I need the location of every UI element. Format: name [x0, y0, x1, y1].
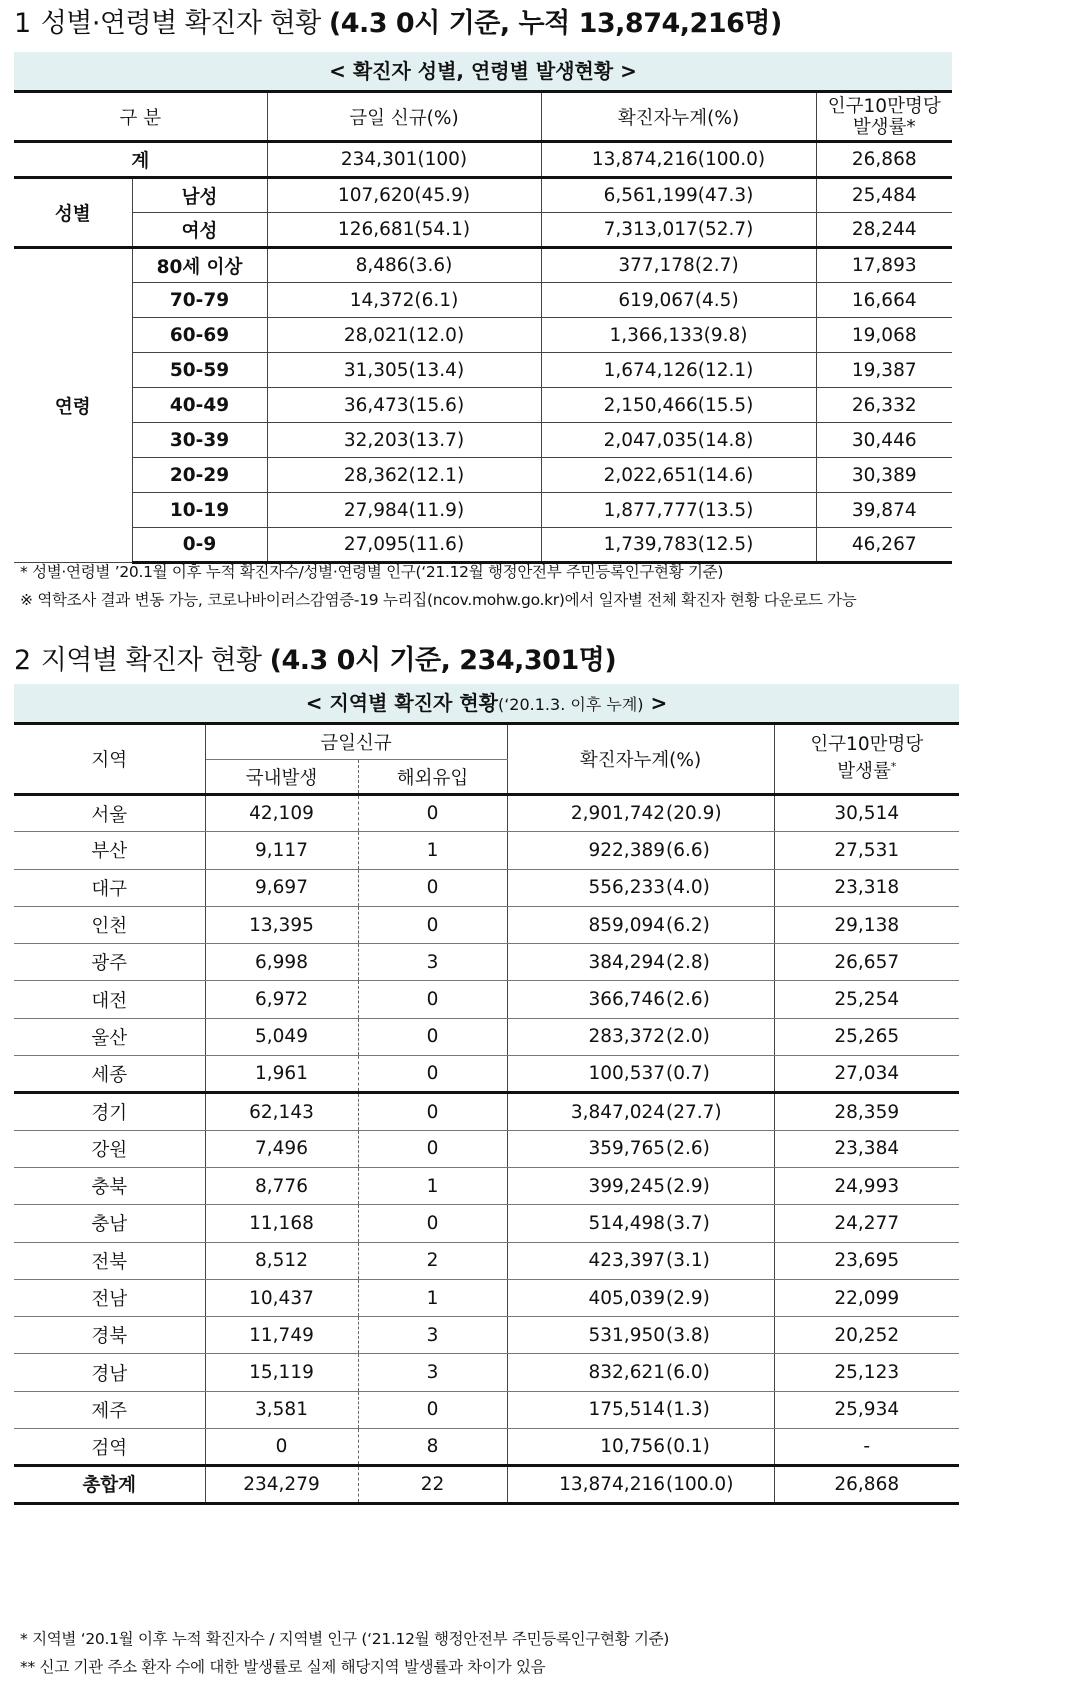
cell-rate: 30,514 [774, 795, 959, 832]
cell-rate: 23,318 [774, 869, 959, 906]
cell-domestic: 3,581 [205, 1391, 358, 1428]
table-row [14, 248, 952, 283]
cell-new: 14,372(6.1) [267, 283, 541, 318]
header-cumulative: 확진자누계(%) [507, 724, 774, 795]
table-row [14, 1093, 959, 1130]
section2-title [14, 643, 616, 679]
total-new: 234,301(100) [267, 142, 541, 178]
cell-cumulative: 399,245 [507, 1167, 665, 1204]
cell-cumulative: 1,674,126(12.1) [541, 353, 816, 388]
cell-cumulative-pct: (3.1) [665, 1242, 774, 1279]
table-row [14, 1279, 959, 1316]
header-category: 구 분 [14, 92, 267, 142]
cell-new: 27,984(11.9) [267, 493, 541, 528]
table2-caption-end: > [643, 691, 668, 715]
table-row [14, 832, 959, 869]
table-row [14, 493, 952, 528]
cell-cumulative: 859,094 [507, 906, 665, 943]
table-row [14, 388, 952, 423]
cell-rate: 26,657 [774, 944, 959, 981]
header-overseas: 해외유입 [358, 760, 507, 795]
region-name: 제주 [14, 1391, 205, 1428]
cell-cumulative-pct: (2.9) [665, 1279, 774, 1316]
cell-new: 8,486(3.6) [267, 248, 541, 283]
cell-rate: 16,664 [816, 283, 952, 318]
cell-overseas: 3 [358, 944, 507, 981]
section2-number: 2 [14, 645, 31, 676]
cell-cumulative: 514,498 [507, 1205, 665, 1242]
cell-overseas: 2 [358, 1242, 507, 1279]
cell-domestic: 42,109 [205, 795, 358, 832]
table-row [14, 458, 952, 493]
section1-title [14, 6, 782, 42]
cell-domestic: 13,395 [205, 906, 358, 943]
cell-domestic: 0 [205, 1429, 358, 1466]
table2-header-row-1 [14, 724, 959, 760]
cell-cumulative-pct: (27.7) [665, 1093, 774, 1130]
cell-domestic: 234,279 [205, 1466, 358, 1503]
section2-subtitle: (4.3 0시 기준, 234,301명) [269, 645, 617, 676]
cell-domestic: 9,117 [205, 832, 358, 869]
header-rate-line2: 발생률 [837, 761, 891, 783]
cell-cumulative: 531,950 [507, 1317, 665, 1354]
table-row [14, 423, 952, 458]
cell-rate: 29,138 [774, 906, 959, 943]
table-row [14, 1130, 959, 1167]
cell-rate: 27,531 [774, 832, 959, 869]
header-cumulative: 확진자누계(%) [541, 92, 816, 142]
header-new: 금일 신규(%) [267, 92, 541, 142]
cell-rate: 24,277 [774, 1205, 959, 1242]
cell-rate: 24,993 [774, 1167, 959, 1204]
cell-domestic: 11,749 [205, 1317, 358, 1354]
region-name: 광주 [14, 944, 205, 981]
total-cumulative: 13,874,216(100.0) [541, 142, 816, 178]
section1-note-1: * 성별·연령별 ’20.1월 이후 누적 확진자수/성별·연령별 인구(‘21.12월 행정안전부 주민등록인구현황 기준) [20, 563, 724, 581]
cell-rate: 20,252 [774, 1317, 959, 1354]
table2-caption [14, 684, 959, 722]
cell-cumulative: 423,397 [507, 1242, 665, 1279]
cell-cumulative-pct: (2.9) [665, 1167, 774, 1204]
cell-cumulative: 13,874,216 [507, 1466, 665, 1503]
section1-title-text: 성별·연령별 확진자 현황 [40, 8, 321, 39]
header-rate [816, 92, 952, 142]
cell-domestic: 7,496 [205, 1130, 358, 1167]
cell-rate: 23,695 [774, 1242, 959, 1279]
cell-cumulative-pct: (3.8) [665, 1317, 774, 1354]
cell-overseas: 3 [358, 1317, 507, 1354]
cell-rate: 25,265 [774, 1018, 959, 1055]
cell-cumulative: 1,877,777(13.5) [541, 493, 816, 528]
region-name: 부산 [14, 832, 205, 869]
cell-rate: 25,254 [774, 981, 959, 1018]
cell-overseas: 8 [358, 1429, 507, 1466]
cell-cumulative: 359,765 [507, 1130, 665, 1167]
cell-cumulative: 3,847,024 [507, 1093, 665, 1130]
section2-title-text: 지역별 확진자 현황 [40, 645, 262, 676]
table-row [14, 213, 952, 248]
age-group-label: 연령 [14, 248, 132, 563]
table-row [14, 1056, 959, 1093]
region-name: 전남 [14, 1279, 205, 1316]
row-label: 여성 [132, 213, 267, 248]
cell-cumulative-pct: (2.8) [665, 944, 774, 981]
cell-domestic: 9,697 [205, 869, 358, 906]
region-name: 인천 [14, 906, 205, 943]
cell-domestic: 6,998 [205, 944, 358, 981]
header-region: 지역 [14, 724, 205, 795]
table-row [14, 353, 952, 388]
cell-rate: 17,893 [816, 248, 952, 283]
cell-cumulative-pct: (4.0) [665, 869, 774, 906]
cell-rate: 27,034 [774, 1056, 959, 1093]
table1-header-row [14, 92, 952, 142]
region-name: 대구 [14, 869, 205, 906]
cell-rate: 26,868 [774, 1466, 959, 1503]
region-name: 충북 [14, 1167, 205, 1204]
table-row [14, 981, 959, 1018]
cell-domestic: 10,437 [205, 1279, 358, 1316]
table-row [14, 795, 959, 832]
row-label: 0-9 [132, 528, 267, 563]
cell-cumulative: 377,178(2.7) [541, 248, 816, 283]
row-label: 40-49 [132, 388, 267, 423]
cell-overseas: 0 [358, 981, 507, 1018]
table-row [14, 1317, 959, 1354]
cell-overseas: 0 [358, 869, 507, 906]
table-row [14, 1429, 959, 1466]
cell-new: 32,203(13.7) [267, 423, 541, 458]
row-label: 10-19 [132, 493, 267, 528]
region-table [14, 722, 959, 1505]
cell-new: 107,620(45.9) [267, 178, 541, 213]
cell-cumulative: 366,746 [507, 981, 665, 1018]
region-name: 총합계 [14, 1466, 205, 1503]
cell-cumulative: 2,901,742 [507, 795, 665, 832]
cell-rate: 30,446 [816, 423, 952, 458]
cell-domestic: 5,049 [205, 1018, 358, 1055]
table-row [14, 318, 952, 353]
cell-cumulative: 7,313,017(52.7) [541, 213, 816, 248]
header-rate-mark: * [890, 760, 897, 774]
cell-overseas: 1 [358, 1167, 507, 1204]
cell-cumulative-pct: (3.7) [665, 1205, 774, 1242]
cell-cumulative: 619,067(4.5) [541, 283, 816, 318]
cell-rate: 25,123 [774, 1354, 959, 1391]
cell-cumulative: 2,150,466(15.5) [541, 388, 816, 423]
region-name: 대전 [14, 981, 205, 1018]
cell-rate: 28,244 [816, 213, 952, 248]
cell-domestic: 8,776 [205, 1167, 358, 1204]
cell-new: 36,473(15.6) [267, 388, 541, 423]
cell-cumulative: 10,756 [507, 1429, 665, 1466]
cell-cumulative: 832,621 [507, 1354, 665, 1391]
total-row [14, 142, 952, 178]
table2-caption-main: < 지역별 확진자 현황 [305, 691, 498, 715]
region-name: 검역 [14, 1429, 205, 1466]
row-label: 70-79 [132, 283, 267, 318]
cell-new: 31,305(13.4) [267, 353, 541, 388]
header-new: 금일신규 [205, 724, 507, 760]
cell-cumulative-pct: (0.7) [665, 1056, 774, 1093]
table-row [14, 178, 952, 213]
header-rate-line1: 인구10만명당 [810, 734, 924, 756]
row-label: 20-29 [132, 458, 267, 493]
table-row [14, 869, 959, 906]
cell-cumulative-pct: (6.6) [665, 832, 774, 869]
cell-overseas: 1 [358, 1279, 507, 1316]
total-row [14, 1466, 959, 1503]
table-row [14, 944, 959, 981]
table-row [14, 1018, 959, 1055]
cell-rate: 28,359 [774, 1093, 959, 1130]
cell-cumulative: 283,372 [507, 1018, 665, 1055]
cell-overseas: 0 [358, 1018, 507, 1055]
cell-cumulative: 100,537 [507, 1056, 665, 1093]
row-label: 남성 [132, 178, 267, 213]
cell-new: 28,362(12.1) [267, 458, 541, 493]
cell-cumulative-pct: (100.0) [665, 1466, 774, 1503]
section2-note-2: ** 신고 기관 주소 환자 수에 대한 발생률로 실제 해당지역 발생률과 차이가 있음 [20, 1658, 546, 1676]
cell-overseas: 0 [358, 1056, 507, 1093]
cell-domestic: 8,512 [205, 1242, 358, 1279]
cell-rate: 23,384 [774, 1130, 959, 1167]
total-rate: 26,868 [816, 142, 952, 178]
cell-rate: 19,387 [816, 353, 952, 388]
cell-rate: - [774, 1429, 959, 1466]
cell-new: 28,021(12.0) [267, 318, 541, 353]
header-domestic: 국내발생 [205, 760, 358, 795]
cell-cumulative: 175,514 [507, 1391, 665, 1428]
sex-group-label: 성별 [14, 178, 132, 248]
cell-cumulative: 1,739,783(12.5) [541, 528, 816, 563]
section2-note-1: * 지역별 ‘20.1월 이후 누적 확진자수 / 지역별 인구 (‘21.12월 행정안전부 주민등록인구현황 기준) [20, 1630, 670, 1648]
cell-rate: 25,484 [816, 178, 952, 213]
total-label: 계 [14, 142, 267, 178]
cell-rate: 39,874 [816, 493, 952, 528]
table-row [14, 528, 952, 563]
cell-rate: 22,099 [774, 1279, 959, 1316]
cell-domestic: 11,168 [205, 1205, 358, 1242]
cell-overseas: 0 [358, 906, 507, 943]
cell-overseas: 0 [358, 1093, 507, 1130]
table-row [14, 1391, 959, 1428]
table-row [14, 1354, 959, 1391]
cell-cumulative-pct: (2.0) [665, 1018, 774, 1055]
table2-caption-small: (‘20.1.3. 이후 누계) [497, 695, 644, 714]
table-row [14, 906, 959, 943]
cell-cumulative: 6,561,199(47.3) [541, 178, 816, 213]
cell-rate: 19,068 [816, 318, 952, 353]
section1-subtitle: (4.3 0시 기준, 누적 13,874,216명) [328, 8, 782, 39]
section1-number: 1 [14, 8, 31, 39]
cell-overseas: 3 [358, 1354, 507, 1391]
cell-overseas: 1 [358, 832, 507, 869]
cell-domestic: 6,972 [205, 981, 358, 1018]
cell-cumulative: 405,039 [507, 1279, 665, 1316]
table-row [14, 1205, 959, 1242]
cell-cumulative: 556,233 [507, 869, 665, 906]
cell-domestic: 15,119 [205, 1354, 358, 1391]
cell-new: 126,681(54.1) [267, 213, 541, 248]
table-row [14, 1242, 959, 1279]
cell-domestic: 62,143 [205, 1093, 358, 1130]
cell-rate: 30,389 [816, 458, 952, 493]
region-name: 경기 [14, 1093, 205, 1130]
region-name: 전북 [14, 1242, 205, 1279]
cell-cumulative: 922,389 [507, 832, 665, 869]
cell-cumulative-pct: (0.1) [665, 1429, 774, 1466]
table-row [14, 283, 952, 318]
cell-rate: 26,332 [816, 388, 952, 423]
region-name: 세종 [14, 1056, 205, 1093]
cell-cumulative: 2,047,035(14.8) [541, 423, 816, 458]
region-name: 강원 [14, 1130, 205, 1167]
cell-cumulative-pct: (2.6) [665, 981, 774, 1018]
row-label: 80세 이상 [132, 248, 267, 283]
cell-cumulative: 1,366,133(9.8) [541, 318, 816, 353]
header-rate [774, 724, 959, 795]
table-row [14, 1167, 959, 1204]
cell-cumulative-pct: (6.0) [665, 1354, 774, 1391]
cell-rate: 25,934 [774, 1391, 959, 1428]
header-rate-line1: 인구10만명당 [827, 95, 941, 117]
row-label: 60-69 [132, 318, 267, 353]
cell-cumulative-pct: (1.3) [665, 1391, 774, 1428]
cell-overseas: 0 [358, 1130, 507, 1167]
header-rate-line2: 발생률* [852, 116, 916, 138]
section1-note-2: ※ 역학조사 결과 변동 가능, 코로나바이러스감염증-19 누리집(ncov.mohw.go.kr)에서 일자별 전체 확진자 현황 다운로드 가능 [20, 591, 857, 609]
region-name: 경북 [14, 1317, 205, 1354]
region-name: 서울 [14, 795, 205, 832]
cell-overseas: 0 [358, 795, 507, 832]
cell-overseas: 0 [358, 1205, 507, 1242]
cell-cumulative: 384,294 [507, 944, 665, 981]
region-name: 울산 [14, 1018, 205, 1055]
table1-caption: < 확진자 성별, 연령별 발생현황 > [14, 52, 952, 90]
cell-domestic: 1,961 [205, 1056, 358, 1093]
cell-rate: 46,267 [816, 528, 952, 563]
sex-age-table [14, 90, 952, 564]
row-label: 50-59 [132, 353, 267, 388]
cell-overseas: 22 [358, 1466, 507, 1503]
region-name: 경남 [14, 1354, 205, 1391]
region-name: 충남 [14, 1205, 205, 1242]
cell-cumulative-pct: (2.6) [665, 1130, 774, 1167]
cell-new: 27,095(11.6) [267, 528, 541, 563]
cell-cumulative-pct: (6.2) [665, 906, 774, 943]
row-label: 30-39 [132, 423, 267, 458]
cell-cumulative-pct: (20.9) [665, 795, 774, 832]
cell-overseas: 0 [358, 1391, 507, 1428]
cell-cumulative: 2,022,651(14.6) [541, 458, 816, 493]
